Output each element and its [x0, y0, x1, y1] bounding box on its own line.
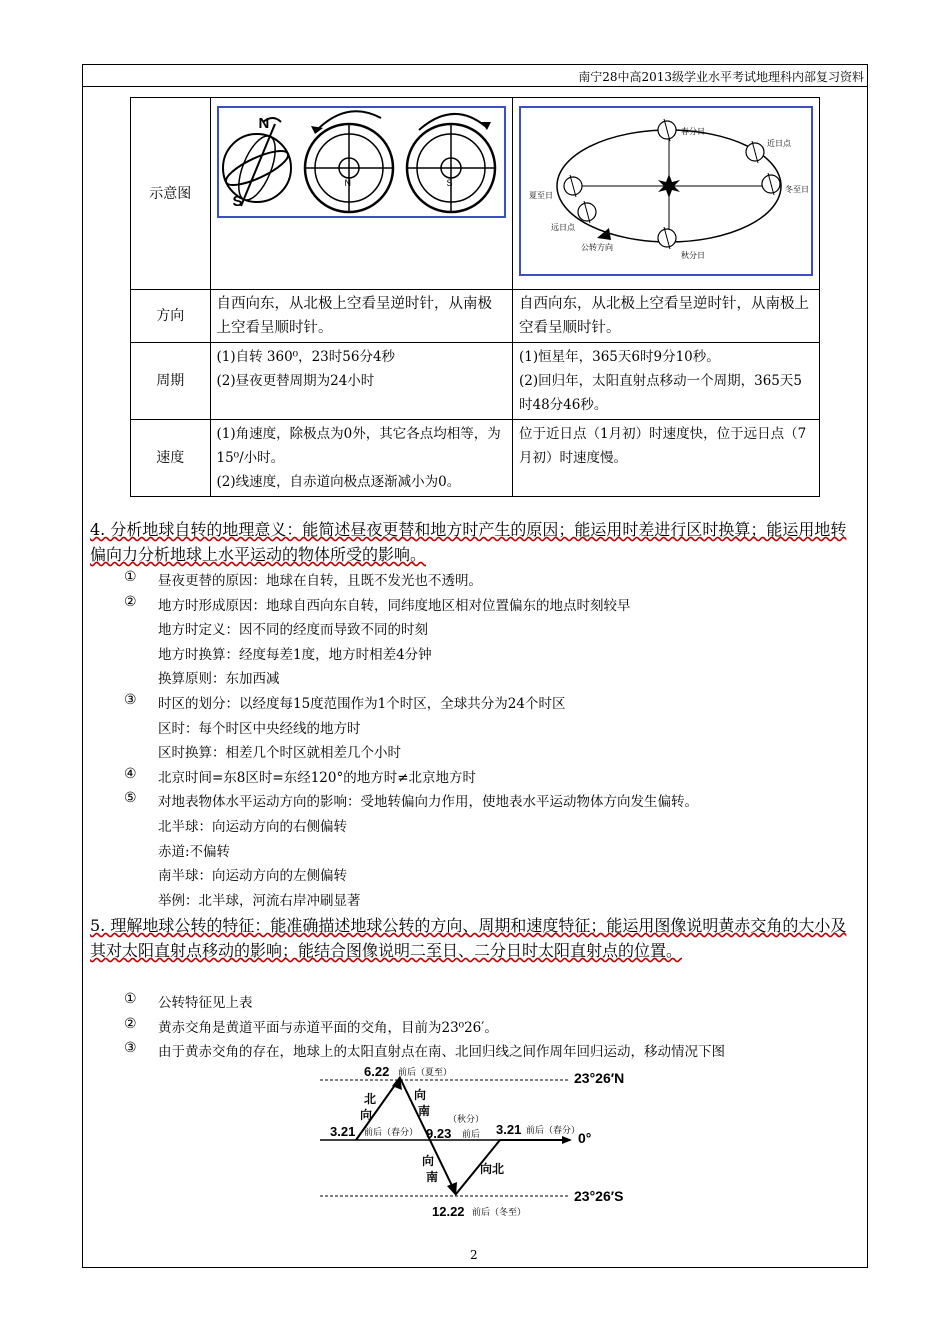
rotation-period-1: (1)自转 360⁰，23时56分4秒 [216, 349, 396, 365]
revolution-speed: 位于近日点（1月初）时速度快，位于远日点（7月初）时速度慢。 [513, 420, 820, 497]
rotation-speed [210, 420, 513, 497]
tropic-s-label: 23°26′S [574, 1188, 624, 1204]
tropic-n-label: 23°26′N [574, 1070, 625, 1086]
date-0321a-note: 前后（春分） [364, 1128, 419, 1138]
section-4-item-number: ③ [124, 692, 137, 708]
rotation-period [210, 343, 513, 420]
section-5-item-text: 黄赤交角是黄道平面与赤道平面的交角，目前为23⁰26′。 [158, 1019, 498, 1036]
date-0621: 6.22 [364, 1064, 390, 1079]
arrow-label-north-1b: 向 [360, 1108, 373, 1122]
circle-n-label: N [344, 178, 351, 188]
section-4-item-text: 举例：北半球，河流右岸冲刷显著 [158, 892, 361, 909]
rotation-figure [217, 106, 507, 218]
section-4-item-text: 地方时形成原因：地球自西向东自转，同纬度地区相对位置偏东的地点时刻较早 [158, 597, 631, 614]
row-label-diagram: 示意图 [131, 98, 211, 290]
section-4-item-text: 地方时换算：经度每差1度，地方时相差4分钟 [158, 646, 432, 663]
section-4-item-text: 区时换算：相差几个时区就相差几个小时 [158, 745, 401, 762]
date-0321a: 3.21 [330, 1124, 356, 1139]
globe-s-label: S [232, 193, 243, 210]
revolution-figure [519, 106, 813, 276]
page-number: 2 [470, 1248, 478, 1262]
row-label-period: 周期 [131, 343, 211, 420]
header-rule [82, 86, 868, 87]
revolution-period-2: (2)回归年，太阳直射点移动一个周期，365天5时48分46秒。 [519, 373, 802, 413]
arrow-label-south-1a: 向 [414, 1088, 427, 1102]
section-4-item-number: ④ [124, 765, 137, 782]
section-5-item-text: 由于黄赤交角的存在，地球上的太阳直射点在南、北回归线之间作周年回归运动，移动情况下图 [158, 1044, 725, 1061]
direct-sunlight-diagram [316, 1064, 646, 1224]
section-4-item-text: 地方时定义：因不同的经度而导致不同的时刻 [158, 622, 428, 639]
revolution-period-1: (1)恒星年，365天6时9分10秒。 [519, 349, 720, 365]
revolution-figure-cell [513, 98, 820, 290]
section-4-item-text: 区时：每个时区中央经线的地方时 [158, 720, 361, 737]
page-header: 南宁28中高2013级学业水平考试地理科内部复习资料 [578, 70, 864, 84]
section-4-item-text: 对地表物体水平运动方向的影响：受地转偏向力作用，使地表水平运动物体方向发生偏转。 [158, 794, 698, 811]
section-5-item-number: ① [124, 991, 137, 1007]
rotation-figure-cell [210, 98, 513, 290]
section-4-item-number: ② [124, 593, 137, 610]
rotation-speed-2: (2)线速度，自赤道向极点逐渐减小为0。 [216, 474, 461, 490]
revolution-period [513, 343, 820, 420]
arrow-label-south-2b: 南 [426, 1170, 439, 1184]
arrow-label-south-1b: 南 [418, 1104, 431, 1118]
section-4-item-number: ① [124, 569, 137, 585]
date-1222-note: 前后（冬至） [472, 1208, 527, 1218]
arrow-label-north-2: 向北 [480, 1162, 505, 1176]
section-4-item-text: 北京时间=东8区时=东经120°的地方时≠北京地方时 [158, 769, 477, 786]
section-4-item-text: 昼夜更替的原因：地球在自转，且既不发光也不透明。 [158, 573, 482, 589]
date-0923: 9.23 [426, 1126, 452, 1141]
orbit-label-aphelion: 远日点 [551, 223, 575, 232]
orbit-label-autumn: 秋分日 [681, 251, 705, 260]
rotation-direction: 自西向东，从北极上空看呈逆时针，从南极上空看呈顺时针。 [210, 290, 513, 343]
section-5-item-number: ③ [124, 1040, 137, 1057]
section-4-item-text: 换算原则：东加西减 [158, 671, 280, 688]
section-4-item-text: 赤道:不偏转 [158, 843, 231, 860]
comparison-table [130, 97, 820, 497]
section-4-item-text: 南半球：向运动方向的左侧偏转 [158, 868, 347, 885]
row-label-speed: 速度 [131, 420, 211, 497]
orbit-label-spring: 春分日 [681, 127, 705, 136]
section-4-item-text: 北半球：向运动方向的右侧偏转 [158, 819, 347, 835]
orbit-label-perihelion: 近日点 [767, 139, 791, 148]
section-5-item-number: ② [124, 1015, 137, 1032]
section-5-item-text: 公转特征见上表 [158, 995, 253, 1011]
date-0621-note: 前后（夏至） [398, 1068, 453, 1078]
equator-label: 0° [578, 1130, 592, 1146]
date-1222: 12.22 [432, 1204, 465, 1219]
arrow-label-south-2a: 向 [422, 1154, 435, 1168]
rotation-speed-1: (1)角速度，除极点为0外，其它各点均相等，为15⁰/小时。 [216, 426, 501, 466]
row-label-direction: 方向 [131, 290, 211, 343]
date-0923-note2: （秋分） [448, 1115, 485, 1125]
revolution-direction: 自西向东，从北极上空看呈逆时针，从南极上空看呈顺时针。 [513, 290, 820, 343]
orbit-label-winter: 冬至日 [785, 185, 809, 194]
arrow-label-north-1: 北 [364, 1092, 377, 1106]
date-0321b-note: 前后（春分） [526, 1126, 581, 1136]
date-0923-note: 前后 [462, 1130, 481, 1140]
date-0321b: 3.21 [496, 1122, 522, 1137]
circle-s-label: S [446, 178, 453, 188]
orbit-label-summer: 夏至日 [529, 191, 553, 200]
rotation-period-2: (2)昼夜更替周期为24小时 [216, 373, 375, 389]
orbit-label-direction: 公转方向 [581, 243, 613, 252]
section-4-title: 4. 分析地球自转的地理意义：能简述昼夜更替和地方时产生的原因；能运用时差进行区时换算；能运用地转偏向力分析地球上水平运动的物体所受的影响。 [90, 520, 847, 564]
section-4-item-number: ⑤ [124, 790, 137, 807]
globe-n-label: N [258, 115, 270, 132]
section-5-title: 5. 理解地球公转的特征：能准确描述地球公转的方向、周期和速度特征；能运用图像说明黄赤交角的大小及其对太阳直射点移动的影响；能结合图像说明二至日、二分日时太阳直射点的位置。 [90, 916, 847, 960]
section-4-item-text: 时区的划分：以经度每15度范围作为1个时区，全球共分为24个时区 [158, 696, 566, 712]
